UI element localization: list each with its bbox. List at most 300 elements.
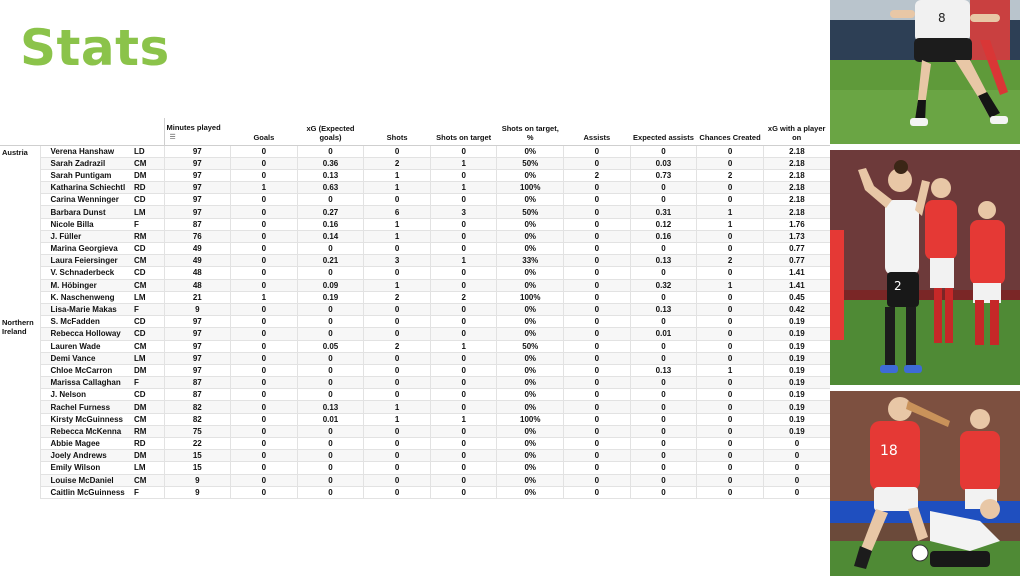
stat-cell: 9 bbox=[164, 486, 231, 498]
stat-cell: 48 bbox=[164, 267, 231, 279]
stat-cell: 0 bbox=[564, 401, 631, 413]
stat-cell: 0 bbox=[564, 389, 631, 401]
stat-cell: 1 bbox=[430, 340, 497, 352]
stat-cell: 0 bbox=[697, 450, 764, 462]
stat-cell: 0 bbox=[630, 316, 697, 328]
stat-cell: 0% bbox=[497, 425, 564, 437]
stat-cell: 50% bbox=[497, 340, 564, 352]
stat-cell: 0% bbox=[497, 243, 564, 255]
player-name: Caitlin McGuinness bbox=[40, 486, 132, 498]
stat-cell: 0.03 bbox=[630, 157, 697, 169]
player-position: F bbox=[132, 218, 164, 230]
stat-cell: 0 bbox=[697, 401, 764, 413]
stat-cell: 76 bbox=[164, 230, 231, 242]
stat-cell: 82 bbox=[164, 413, 231, 425]
stat-cell: 0 bbox=[564, 194, 631, 206]
stat-cell: 0 bbox=[297, 450, 364, 462]
stat-cell: 0 bbox=[630, 182, 697, 194]
player-name: Sarah Puntigam bbox=[40, 169, 132, 181]
stat-cell: 0 bbox=[430, 401, 497, 413]
table-row bbox=[0, 340, 830, 352]
stat-cell: 100% bbox=[497, 413, 564, 425]
stat-cell: 97 bbox=[164, 194, 231, 206]
stat-cell: 0.19 bbox=[763, 425, 830, 437]
stat-cell: 1 bbox=[697, 279, 764, 291]
stat-cell: 0 bbox=[231, 267, 298, 279]
stat-cell: 1 bbox=[697, 364, 764, 376]
player-position: CD bbox=[132, 194, 164, 206]
stat-cell: 0 bbox=[564, 352, 631, 364]
stat-cell: 0 bbox=[697, 303, 764, 315]
header-blank-pos bbox=[132, 118, 164, 145]
stat-cell: 2 bbox=[364, 340, 431, 352]
stat-cell: 2 bbox=[564, 169, 631, 181]
stat-cell: 97 bbox=[164, 206, 231, 218]
table-row bbox=[0, 218, 830, 230]
stat-cell: 0 bbox=[364, 377, 431, 389]
stat-cell: 0.19 bbox=[763, 389, 830, 401]
stat-cell: 22 bbox=[164, 438, 231, 450]
stat-cell: 1 bbox=[364, 279, 431, 291]
stat-cell: 2 bbox=[364, 291, 431, 303]
player-position: DM bbox=[132, 401, 164, 413]
stat-cell: 0 bbox=[231, 328, 298, 340]
stat-cell: 0 bbox=[697, 474, 764, 486]
stat-cell: 0 bbox=[364, 303, 431, 315]
stat-cell: 97 bbox=[164, 340, 231, 352]
table-row bbox=[0, 316, 830, 328]
stat-cell: 0.36 bbox=[297, 157, 364, 169]
stat-cell: 0.12 bbox=[630, 218, 697, 230]
stat-cell: 0 bbox=[297, 194, 364, 206]
stat-cell: 0 bbox=[364, 243, 431, 255]
stat-cell: 0 bbox=[564, 340, 631, 352]
column-header[interactable] bbox=[564, 118, 631, 145]
stat-cell: 0.19 bbox=[763, 364, 830, 376]
column-header[interactable] bbox=[364, 118, 431, 145]
stat-cell: 97 bbox=[164, 352, 231, 364]
stat-cell: 1.41 bbox=[763, 279, 830, 291]
stat-cell: 0.63 bbox=[297, 182, 364, 194]
stat-cell: 0 bbox=[630, 194, 697, 206]
stat-cell: 0 bbox=[297, 389, 364, 401]
stat-cell: 0% bbox=[497, 462, 564, 474]
stat-cell: 97 bbox=[164, 328, 231, 340]
player-name: Lisa-Marie Makas bbox=[40, 303, 132, 315]
stat-cell: 0 bbox=[430, 462, 497, 474]
stat-cell: 0 bbox=[231, 474, 298, 486]
stat-cell: 1 bbox=[697, 218, 764, 230]
stat-cell: 2 bbox=[364, 157, 431, 169]
player-position: RD bbox=[132, 182, 164, 194]
photo-players-tackle bbox=[830, 391, 1020, 576]
stat-cell: 1 bbox=[364, 230, 431, 242]
stat-cell: 0 bbox=[630, 291, 697, 303]
column-header-label: Shots on target, % bbox=[501, 123, 559, 142]
stat-cell: 0 bbox=[630, 413, 697, 425]
stat-cell: 0 bbox=[364, 462, 431, 474]
player-name: V. Schnaderbeck bbox=[40, 267, 132, 279]
table-row bbox=[0, 474, 830, 486]
player-name: Joely Andrews bbox=[40, 450, 132, 462]
stat-cell: 0 bbox=[364, 438, 431, 450]
table-row bbox=[0, 413, 830, 425]
stat-cell: 0 bbox=[564, 413, 631, 425]
stat-cell: 1.41 bbox=[763, 267, 830, 279]
column-header-label: Assists bbox=[583, 132, 611, 142]
stat-cell: 0 bbox=[564, 377, 631, 389]
stat-cell: 0 bbox=[231, 352, 298, 364]
stat-cell: 0 bbox=[231, 194, 298, 206]
stat-cell: 0% bbox=[497, 474, 564, 486]
player-name: Lauren Wade bbox=[40, 340, 132, 352]
stat-cell: 2.18 bbox=[763, 169, 830, 181]
stat-cell: 49 bbox=[164, 243, 231, 255]
stat-cell: 0 bbox=[630, 267, 697, 279]
team-label: Austria bbox=[2, 147, 28, 157]
stat-cell: 0 bbox=[564, 316, 631, 328]
stat-cell: 0 bbox=[364, 389, 431, 401]
stat-cell: 0 bbox=[430, 425, 497, 437]
stat-cell: 0 bbox=[297, 486, 364, 498]
stat-cell: 0 bbox=[231, 206, 298, 218]
stat-cell: 0 bbox=[564, 145, 631, 157]
player-position: F bbox=[132, 377, 164, 389]
stat-cell: 0 bbox=[430, 486, 497, 498]
stat-cell: 0.13 bbox=[297, 401, 364, 413]
stat-cell: 1.73 bbox=[763, 230, 830, 242]
stat-cell: 0 bbox=[364, 328, 431, 340]
stat-cell: 0 bbox=[297, 145, 364, 157]
stat-cell: 21 bbox=[164, 291, 231, 303]
stat-cell: 0 bbox=[697, 291, 764, 303]
table-row bbox=[0, 462, 830, 474]
table-row bbox=[0, 352, 830, 364]
stat-cell: 0 bbox=[297, 425, 364, 437]
stat-cell: 0 bbox=[231, 218, 298, 230]
stat-cell: 82 bbox=[164, 401, 231, 413]
stat-cell: 0 bbox=[364, 364, 431, 376]
column-header[interactable] bbox=[430, 118, 497, 145]
stat-cell: 0 bbox=[630, 474, 697, 486]
player-name: Laura Feiersinger bbox=[40, 255, 132, 267]
stat-cell: 0.16 bbox=[630, 230, 697, 242]
stat-cell: 0 bbox=[630, 243, 697, 255]
stat-cell: 1.76 bbox=[763, 218, 830, 230]
player-position: DM bbox=[132, 364, 164, 376]
stat-cell: 2.18 bbox=[763, 194, 830, 206]
stat-cell: 2.18 bbox=[763, 157, 830, 169]
stat-cell: 49 bbox=[164, 255, 231, 267]
stat-cell: 0 bbox=[430, 474, 497, 486]
table-row bbox=[0, 145, 830, 157]
stat-cell: 0 bbox=[231, 377, 298, 389]
column-header-label: Minutes played bbox=[166, 122, 221, 132]
stat-cell: 0 bbox=[763, 450, 830, 462]
stat-cell: 0 bbox=[231, 401, 298, 413]
player-name: Rebecca McKenna bbox=[40, 425, 132, 437]
stat-cell: 0 bbox=[697, 328, 764, 340]
player-position: CD bbox=[132, 243, 164, 255]
stat-cell: 0 bbox=[364, 486, 431, 498]
stat-cell: 0 bbox=[430, 450, 497, 462]
stat-cell: 2 bbox=[697, 255, 764, 267]
player-name: Abbie Magee bbox=[40, 438, 132, 450]
table-row bbox=[0, 364, 830, 376]
svg-text:8: 8 bbox=[938, 11, 946, 25]
stat-cell: 0 bbox=[231, 462, 298, 474]
stat-cell: 1 bbox=[430, 157, 497, 169]
stat-cell: 0 bbox=[231, 340, 298, 352]
filter-icon[interactable]: ☰ bbox=[169, 133, 176, 141]
stat-cell: 0 bbox=[697, 486, 764, 498]
column-header[interactable] bbox=[231, 118, 298, 145]
column-header[interactable] bbox=[497, 118, 564, 145]
stat-cell: 48 bbox=[164, 279, 231, 291]
stat-cell: 0 bbox=[697, 316, 764, 328]
player-position: RD bbox=[132, 438, 164, 450]
svg-text:2: 2 bbox=[894, 279, 902, 293]
table-row bbox=[0, 401, 830, 413]
stat-cell: 0 bbox=[297, 462, 364, 474]
stat-cell: 0% bbox=[497, 169, 564, 181]
table-body bbox=[0, 145, 830, 498]
player-name: Demi Vance bbox=[40, 352, 132, 364]
stat-cell: 0 bbox=[763, 474, 830, 486]
stat-cell: 0 bbox=[231, 413, 298, 425]
stat-cell: 0.13 bbox=[630, 364, 697, 376]
stat-cell: 2.18 bbox=[763, 145, 830, 157]
stat-cell: 0 bbox=[364, 450, 431, 462]
stat-cell: 0 bbox=[364, 194, 431, 206]
stat-cell: 3 bbox=[430, 206, 497, 218]
stat-cell: 6 bbox=[364, 206, 431, 218]
stat-cell: 0% bbox=[497, 230, 564, 242]
player-position: CM bbox=[132, 340, 164, 352]
stat-cell: 0 bbox=[697, 377, 764, 389]
stat-cell: 0.45 bbox=[763, 291, 830, 303]
stat-cell: 0 bbox=[564, 328, 631, 340]
stat-cell: 0 bbox=[297, 364, 364, 376]
stat-cell: 0 bbox=[564, 182, 631, 194]
stat-cell: 0 bbox=[231, 279, 298, 291]
stat-cell: 0.42 bbox=[763, 303, 830, 315]
stat-cell: 1 bbox=[364, 401, 431, 413]
column-header[interactable] bbox=[697, 118, 764, 145]
table-row bbox=[0, 291, 830, 303]
player-name: J. Nelson bbox=[40, 389, 132, 401]
stat-cell: 0 bbox=[231, 230, 298, 242]
table-row bbox=[0, 377, 830, 389]
table-row bbox=[0, 450, 830, 462]
stat-cell: 0 bbox=[430, 328, 497, 340]
stat-cell: 0.73 bbox=[630, 169, 697, 181]
stat-cell: 0 bbox=[430, 169, 497, 181]
player-position: DM bbox=[132, 450, 164, 462]
stat-cell: 0 bbox=[763, 486, 830, 498]
stat-cell: 0.19 bbox=[763, 340, 830, 352]
stat-cell: 0% bbox=[497, 352, 564, 364]
stat-cell: 0 bbox=[697, 413, 764, 425]
stat-cell: 0 bbox=[630, 486, 697, 498]
stat-cell: 0 bbox=[697, 462, 764, 474]
player-position: CD bbox=[132, 316, 164, 328]
stat-cell: 0 bbox=[430, 352, 497, 364]
stat-cell: 0 bbox=[430, 389, 497, 401]
stat-cell: 0 bbox=[697, 230, 764, 242]
stat-cell: 0 bbox=[430, 194, 497, 206]
stat-cell: 0 bbox=[430, 438, 497, 450]
stat-cell: 0 bbox=[231, 450, 298, 462]
column-header-label: Goals bbox=[253, 132, 275, 142]
stat-cell: 0.13 bbox=[297, 169, 364, 181]
stat-cell: 0 bbox=[430, 230, 497, 242]
stat-cell: 0 bbox=[697, 267, 764, 279]
stat-cell: 0 bbox=[231, 255, 298, 267]
stat-cell: 0.09 bbox=[297, 279, 364, 291]
column-header[interactable] bbox=[763, 118, 830, 145]
stat-cell: 0 bbox=[231, 157, 298, 169]
stat-cell: 0.16 bbox=[297, 218, 364, 230]
column-header-label: xG (Expected goals) bbox=[306, 123, 355, 142]
player-name: Barbara Dunst bbox=[40, 206, 132, 218]
player-position: CM bbox=[132, 255, 164, 267]
stat-cell: 97 bbox=[164, 169, 231, 181]
stat-cell: 0.05 bbox=[297, 340, 364, 352]
player-position: DM bbox=[132, 169, 164, 181]
player-name: Marina Georgieva bbox=[40, 243, 132, 255]
page-title: Stats bbox=[20, 19, 170, 77]
stat-cell: 0 bbox=[697, 438, 764, 450]
stat-cell: 0 bbox=[297, 438, 364, 450]
stats-table bbox=[0, 118, 830, 499]
stat-cell: 0 bbox=[231, 169, 298, 181]
stat-cell: 0 bbox=[630, 145, 697, 157]
stat-cell: 0.19 bbox=[763, 328, 830, 340]
stat-cell: 15 bbox=[164, 462, 231, 474]
stat-cell: 9 bbox=[164, 303, 231, 315]
stat-cell: 1 bbox=[430, 255, 497, 267]
stat-cell: 0 bbox=[564, 303, 631, 315]
stat-cell: 87 bbox=[164, 218, 231, 230]
stat-cell: 0 bbox=[564, 438, 631, 450]
stat-cell: 0 bbox=[564, 425, 631, 437]
stat-cell: 33% bbox=[497, 255, 564, 267]
column-header[interactable] bbox=[630, 118, 697, 145]
stat-cell: 50% bbox=[497, 206, 564, 218]
table-row bbox=[0, 486, 830, 498]
stat-cell: 0.19 bbox=[763, 413, 830, 425]
table-header-row bbox=[0, 118, 830, 145]
table-row bbox=[0, 230, 830, 242]
stat-cell: 0 bbox=[364, 145, 431, 157]
stat-cell: 0 bbox=[697, 243, 764, 255]
player-position: LM bbox=[132, 206, 164, 218]
stat-cell: 0% bbox=[497, 267, 564, 279]
stat-cell: 0% bbox=[497, 389, 564, 401]
stat-cell: 0 bbox=[564, 364, 631, 376]
stat-cell: 0% bbox=[497, 486, 564, 498]
stat-cell: 1 bbox=[697, 206, 764, 218]
player-name: Nicole Billa bbox=[40, 218, 132, 230]
stat-cell: 1 bbox=[364, 169, 431, 181]
stat-cell: 0 bbox=[430, 218, 497, 230]
stat-cell: 0 bbox=[763, 438, 830, 450]
stat-cell: 0 bbox=[364, 267, 431, 279]
stat-cell: 1 bbox=[430, 413, 497, 425]
table-row bbox=[0, 169, 830, 181]
stat-cell: 97 bbox=[164, 145, 231, 157]
player-name: Carina Wenninger bbox=[40, 194, 132, 206]
table-row bbox=[0, 182, 830, 194]
table-row bbox=[0, 194, 830, 206]
player-position: CD bbox=[132, 267, 164, 279]
stat-cell: 0 bbox=[430, 243, 497, 255]
stat-cell: 2.18 bbox=[763, 206, 830, 218]
stat-cell: 75 bbox=[164, 425, 231, 437]
stat-cell: 0 bbox=[564, 462, 631, 474]
stat-cell: 0.77 bbox=[763, 255, 830, 267]
stat-cell: 0 bbox=[697, 425, 764, 437]
stat-cell: 0 bbox=[430, 279, 497, 291]
stat-cell: 0.19 bbox=[763, 401, 830, 413]
player-position: LM bbox=[132, 462, 164, 474]
stat-cell: 0% bbox=[497, 303, 564, 315]
table-row bbox=[0, 438, 830, 450]
stat-cell: 0% bbox=[497, 194, 564, 206]
stat-cell: 100% bbox=[497, 291, 564, 303]
column-header[interactable] bbox=[164, 118, 231, 145]
stat-cell: 0 bbox=[564, 243, 631, 255]
table-row bbox=[0, 389, 830, 401]
player-position: F bbox=[132, 486, 164, 498]
player-name: Verena Hanshaw bbox=[40, 145, 132, 157]
stat-cell: 0% bbox=[497, 401, 564, 413]
stat-cell: 0 bbox=[697, 157, 764, 169]
table-row bbox=[0, 206, 830, 218]
stat-cell: 0% bbox=[497, 218, 564, 230]
stat-cell: 0.27 bbox=[297, 206, 364, 218]
player-position: CD bbox=[132, 389, 164, 401]
stat-cell: 0.19 bbox=[297, 291, 364, 303]
stat-cell: 0 bbox=[231, 438, 298, 450]
stat-cell: 0 bbox=[297, 303, 364, 315]
table-row bbox=[0, 255, 830, 267]
stat-cell: 0 bbox=[364, 316, 431, 328]
stat-cell: 0 bbox=[564, 255, 631, 267]
player-name: S. McFadden bbox=[40, 316, 132, 328]
player-position: CD bbox=[132, 328, 164, 340]
player-name: Rachel Furness bbox=[40, 401, 132, 413]
stat-cell: 0 bbox=[231, 486, 298, 498]
stat-cell: 0.21 bbox=[297, 255, 364, 267]
stat-cell: 0 bbox=[297, 474, 364, 486]
player-name: Sarah Zadrazil bbox=[40, 157, 132, 169]
stat-cell: 0 bbox=[231, 425, 298, 437]
stat-cell: 0 bbox=[564, 450, 631, 462]
stat-cell: 0 bbox=[630, 462, 697, 474]
column-header[interactable] bbox=[297, 118, 364, 145]
table-row bbox=[0, 157, 830, 169]
stat-cell: 0% bbox=[497, 450, 564, 462]
stat-cell: 0.13 bbox=[630, 303, 697, 315]
table-row bbox=[0, 243, 830, 255]
stat-cell: 0 bbox=[564, 267, 631, 279]
stat-cell: 0% bbox=[497, 145, 564, 157]
player-name: K. Naschenweng bbox=[40, 291, 132, 303]
stat-cell: 0 bbox=[630, 340, 697, 352]
stat-cell: 0 bbox=[697, 145, 764, 157]
